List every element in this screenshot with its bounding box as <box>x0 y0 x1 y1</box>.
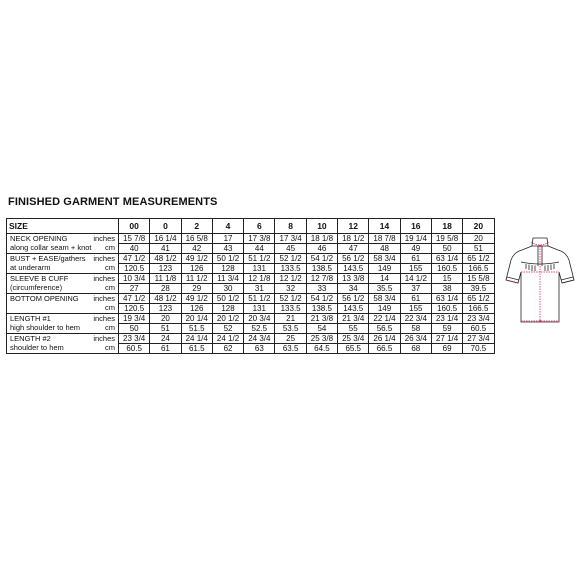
row-label <box>7 254 119 274</box>
inches-cell: 22 3/4 <box>400 314 431 324</box>
cm-cell: 51 <box>150 324 181 334</box>
inches-cell: 19 3/4 <box>119 314 150 324</box>
row-label <box>7 234 119 254</box>
cm-cell: 45 <box>275 244 306 254</box>
inches-cell: 13 3/8 <box>338 274 369 284</box>
inches-cell: 11 1/2 <box>181 274 212 284</box>
row-label <box>7 314 119 334</box>
row-label-main: BOTTOM OPENING <box>10 294 79 303</box>
inches-cell: 52 1/2 <box>275 294 306 304</box>
unit-cm: cm <box>105 343 115 352</box>
unit-cm: cm <box>105 263 115 272</box>
table-row <box>7 314 495 324</box>
inches-cell: 20 1/4 <box>181 314 212 324</box>
table-row <box>7 254 495 264</box>
inches-cell: 16 1/4 <box>150 234 181 244</box>
cm-cell: 60.5 <box>119 344 150 354</box>
size-label: 2 <box>181 219 212 234</box>
cm-cell: 54 <box>306 324 337 334</box>
inches-cell: 50 1/2 <box>212 254 243 264</box>
size-label: 0 <box>150 219 181 234</box>
measurement-table <box>6 218 495 354</box>
cm-cell: 133.5 <box>275 264 306 274</box>
inches-cell: 61 <box>400 254 431 264</box>
inches-cell: 58 3/4 <box>369 294 400 304</box>
inches-cell: 20 <box>463 234 494 244</box>
inches-cell: 27 3/4 <box>463 334 494 344</box>
row-label-sub: (circumference) <box>10 283 63 292</box>
table-row <box>7 234 495 244</box>
cm-cell: 70.5 <box>463 344 494 354</box>
inches-cell: 24 <box>150 334 181 344</box>
size-label: 4 <box>212 219 243 234</box>
inches-cell: 11 3/4 <box>212 274 243 284</box>
inches-cell: 63 1/4 <box>431 294 462 304</box>
inches-cell: 18 7/8 <box>369 234 400 244</box>
cm-cell: 39.5 <box>463 284 494 294</box>
cm-cell: 166.5 <box>463 264 494 274</box>
inches-cell: 56 1/2 <box>338 254 369 264</box>
size-label: 6 <box>244 219 275 234</box>
size-header-row <box>7 219 495 234</box>
row-label-main: SLEEVE B CUFF <box>10 274 69 283</box>
unit-cm: cm <box>105 303 115 312</box>
cm-cell: 143.5 <box>338 304 369 314</box>
unit-inches: inches <box>93 274 115 283</box>
cm-cell: 52 <box>212 324 243 334</box>
unit-inches: inches <box>93 294 115 303</box>
cm-cell: 143.5 <box>338 264 369 274</box>
cm-cell: 160.5 <box>431 264 462 274</box>
inches-cell: 47 1/2 <box>119 294 150 304</box>
inches-cell: 23 1/4 <box>431 314 462 324</box>
inches-cell: 27 1/4 <box>431 334 462 344</box>
inches-cell: 49 1/2 <box>181 254 212 264</box>
cm-cell: 37 <box>400 284 431 294</box>
cm-cell: 123 <box>150 264 181 274</box>
row-label <box>7 294 119 314</box>
inches-cell: 22 1/4 <box>369 314 400 324</box>
cm-cell: 126 <box>181 264 212 274</box>
inches-cell: 14 <box>369 274 400 284</box>
row-label-sub: along collar seam + knot <box>10 243 92 252</box>
inches-cell: 52 1/2 <box>275 254 306 264</box>
cm-cell: 149 <box>369 264 400 274</box>
unit-cm: cm <box>105 323 115 332</box>
page-title: FINISHED GARMENT MEASUREMENTS <box>8 196 218 208</box>
cm-cell: 32 <box>275 284 306 294</box>
cm-cell: 120.5 <box>119 264 150 274</box>
inches-cell: 48 1/2 <box>150 254 181 264</box>
cm-cell: 138.5 <box>306 304 337 314</box>
size-label: 16 <box>400 219 431 234</box>
inches-cell: 17 3/4 <box>275 234 306 244</box>
inches-cell: 54 1/2 <box>306 294 337 304</box>
cm-cell: 149 <box>369 304 400 314</box>
inches-cell: 17 <box>212 234 243 244</box>
size-label: 18 <box>431 219 462 234</box>
table-row <box>7 294 495 304</box>
size-header: SIZE <box>7 219 119 234</box>
cm-cell: 131 <box>244 264 275 274</box>
cm-cell: 126 <box>181 304 212 314</box>
inches-cell: 10 3/4 <box>119 274 150 284</box>
inches-cell: 63 1/4 <box>431 254 462 264</box>
inches-cell: 48 1/2 <box>150 294 181 304</box>
inches-cell: 15 7/8 <box>119 234 150 244</box>
cm-cell: 42 <box>181 244 212 254</box>
cm-cell: 35.5 <box>369 284 400 294</box>
inches-cell: 24 1/4 <box>181 334 212 344</box>
row-label-main: LENGTH #1 <box>10 314 51 323</box>
cm-cell: 41 <box>150 244 181 254</box>
cm-cell: 50 <box>431 244 462 254</box>
cm-cell: 61 <box>150 344 181 354</box>
cm-cell: 63 <box>244 344 275 354</box>
cm-cell: 50 <box>119 324 150 334</box>
inches-cell: 19 5/8 <box>431 234 462 244</box>
cm-cell: 69 <box>431 344 462 354</box>
cm-cell: 155 <box>400 264 431 274</box>
cm-cell: 56.5 <box>369 324 400 334</box>
cm-cell: 38 <box>431 284 462 294</box>
cm-cell: 68 <box>400 344 431 354</box>
inches-cell: 23 3/4 <box>463 314 494 324</box>
inches-cell: 24 1/2 <box>212 334 243 344</box>
inches-cell: 20 <box>150 314 181 324</box>
cm-cell: 133.5 <box>275 304 306 314</box>
inches-cell: 54 1/2 <box>306 254 337 264</box>
unit-inches: inches <box>93 334 115 343</box>
unit-inches: inches <box>93 254 115 263</box>
inches-cell: 49 1/2 <box>181 294 212 304</box>
inches-cell: 56 1/2 <box>338 294 369 304</box>
inches-cell: 15 <box>431 274 462 284</box>
cm-cell: 48 <box>369 244 400 254</box>
cm-cell: 58 <box>400 324 431 334</box>
cm-cell: 60.5 <box>463 324 494 334</box>
inches-cell: 12 7/8 <box>306 274 337 284</box>
inches-cell: 15 5/8 <box>463 274 494 284</box>
size-label: 00 <box>119 219 150 234</box>
blouse-technical-drawing-icon <box>504 236 576 328</box>
unit-cm: cm <box>105 243 115 252</box>
inches-cell: 25 3/4 <box>338 334 369 344</box>
row-label-sub: shoulder to hem <box>10 343 64 352</box>
cm-cell: 138.5 <box>306 264 337 274</box>
inches-cell: 16 5/8 <box>181 234 212 244</box>
cm-cell: 66.5 <box>369 344 400 354</box>
cm-cell: 166.5 <box>463 304 494 314</box>
row-label-sub: at underarm <box>10 263 51 272</box>
row-label <box>7 334 119 354</box>
inches-cell: 11 1/8 <box>150 274 181 284</box>
inches-cell: 65 1/2 <box>463 254 494 264</box>
cm-cell: 34 <box>338 284 369 294</box>
cm-cell: 47 <box>338 244 369 254</box>
cm-cell: 49 <box>400 244 431 254</box>
row-label-sub: high shoulder to hem <box>10 323 81 332</box>
cm-cell: 63.5 <box>275 344 306 354</box>
size-label: 12 <box>338 219 369 234</box>
table-row <box>7 334 495 344</box>
inches-cell: 24 3/4 <box>244 334 275 344</box>
size-label: 10 <box>306 219 337 234</box>
inches-cell: 20 1/2 <box>212 314 243 324</box>
cm-cell: 46 <box>306 244 337 254</box>
inches-cell: 14 1/2 <box>400 274 431 284</box>
cm-cell: 40 <box>119 244 150 254</box>
table-row <box>7 274 495 284</box>
inches-cell: 18 1/8 <box>306 234 337 244</box>
unit-inches: inches <box>93 234 115 243</box>
cm-cell: 131 <box>244 304 275 314</box>
size-label: 20 <box>463 219 494 234</box>
inches-cell: 25 3/8 <box>306 334 337 344</box>
cm-cell: 51 <box>463 244 494 254</box>
cm-cell: 62 <box>212 344 243 354</box>
inches-cell: 12 1/8 <box>244 274 275 284</box>
cm-cell: 51.5 <box>181 324 212 334</box>
inches-cell: 21 <box>275 314 306 324</box>
inches-cell: 58 3/4 <box>369 254 400 264</box>
cm-cell: 27 <box>119 284 150 294</box>
inches-cell: 65 1/2 <box>463 294 494 304</box>
cm-cell: 120.5 <box>119 304 150 314</box>
inches-cell: 23 3/4 <box>119 334 150 344</box>
cm-cell: 59 <box>431 324 462 334</box>
inches-cell: 25 <box>275 334 306 344</box>
cm-cell: 65.5 <box>338 344 369 354</box>
cm-cell: 61.5 <box>181 344 212 354</box>
cm-cell: 44 <box>244 244 275 254</box>
cm-cell: 55 <box>338 324 369 334</box>
inches-cell: 12 1/2 <box>275 274 306 284</box>
inches-cell: 26 3/4 <box>400 334 431 344</box>
cm-cell: 52.5 <box>244 324 275 334</box>
unit-inches: inches <box>93 314 115 323</box>
inches-cell: 21 3/4 <box>338 314 369 324</box>
cm-cell: 43 <box>212 244 243 254</box>
inches-cell: 21 3/8 <box>306 314 337 324</box>
cm-cell: 155 <box>400 304 431 314</box>
cm-cell: 53.5 <box>275 324 306 334</box>
inches-cell: 51 1/2 <box>244 254 275 264</box>
row-label-main: BUST + EASE/gathers <box>10 254 86 263</box>
size-label: 8 <box>275 219 306 234</box>
row-label <box>7 274 119 294</box>
cm-cell: 128 <box>212 304 243 314</box>
cm-cell: 31 <box>244 284 275 294</box>
cm-cell: 160.5 <box>431 304 462 314</box>
inches-cell: 18 1/2 <box>338 234 369 244</box>
inches-cell: 17 3/8 <box>244 234 275 244</box>
row-label-main: NECK OPENING <box>10 234 68 243</box>
inches-cell: 51 1/2 <box>244 294 275 304</box>
inches-cell: 61 <box>400 294 431 304</box>
inches-cell: 47 1/2 <box>119 254 150 264</box>
cm-cell: 28 <box>150 284 181 294</box>
unit-cm: cm <box>105 283 115 292</box>
inches-cell: 19 1/4 <box>400 234 431 244</box>
row-label-main: LENGTH #2 <box>10 334 51 343</box>
cm-cell: 123 <box>150 304 181 314</box>
cm-cell: 33 <box>306 284 337 294</box>
cm-cell: 128 <box>212 264 243 274</box>
cm-cell: 29 <box>181 284 212 294</box>
inches-cell: 26 1/4 <box>369 334 400 344</box>
inches-cell: 20 3/4 <box>244 314 275 324</box>
size-label: 14 <box>369 219 400 234</box>
cm-cell: 30 <box>212 284 243 294</box>
cm-cell: 64.5 <box>306 344 337 354</box>
inches-cell: 50 1/2 <box>212 294 243 304</box>
